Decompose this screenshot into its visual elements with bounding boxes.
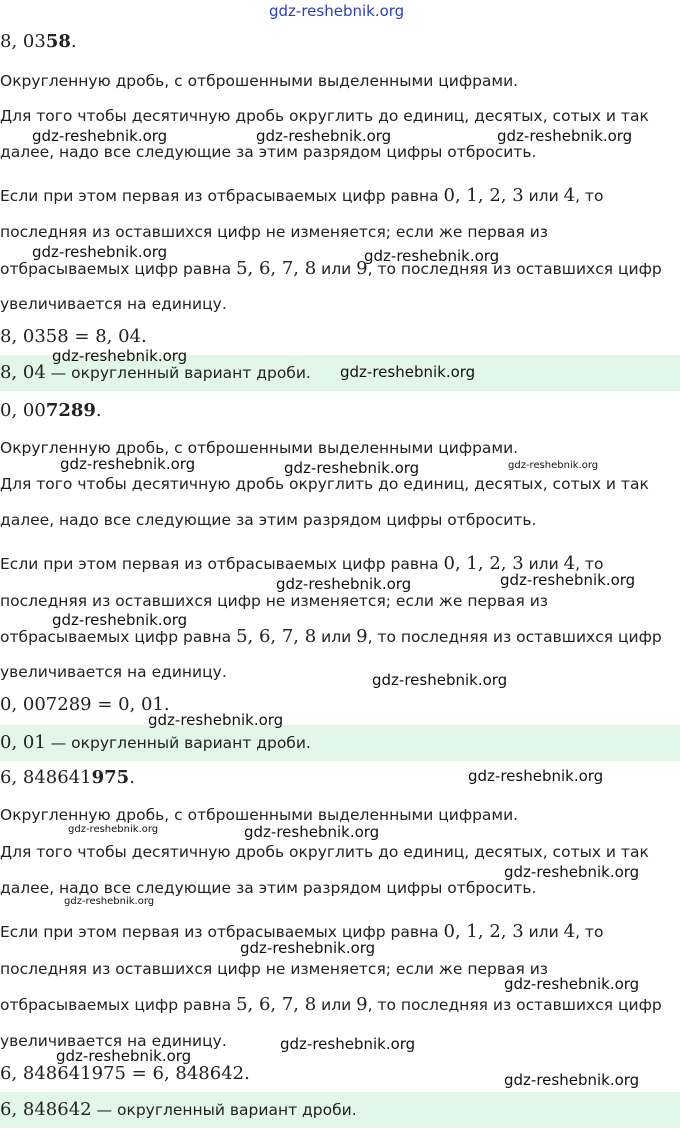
watermark: gdz-reshebnik.org: [504, 863, 640, 881]
number-plain: 0, 00: [0, 400, 46, 421]
number-bold: 58: [45, 31, 71, 52]
condition-line-4: увеличивается на единицу.: [0, 663, 227, 681]
watermark: gdz-reshebnik.org: [32, 243, 168, 261]
result-line: 6, 848642 — округленный вариант дроби.: [0, 1099, 357, 1120]
condition-line-3: отбрасываемых цифр равна 5, 6, 7, 8 или 9, то последняя из оставшихся цифр: [0, 626, 662, 647]
rounded-fraction-text: Округленную дробь, с отброшенными выделенными цифрами.: [0, 806, 519, 824]
watermark: gdz-reshebnik.org: [504, 1071, 640, 1089]
watermark: gdz-reshebnik.org: [340, 363, 476, 381]
watermark: gdz-reshebnik.org: [52, 347, 188, 365]
watermark: gdz-reshebnik.org: [276, 575, 412, 593]
watermark: gdz-reshebnik.org: [280, 1035, 416, 1053]
watermark: gdz-reshebnik.org: [244, 823, 380, 841]
result-line: 8, 04 — округленный вариант дроби.: [0, 362, 311, 383]
condition-line-4: увеличивается на единицу.: [0, 1032, 227, 1050]
rounded-fraction-text: Округленную дробь, с отброшенными выделенными цифрами.: [0, 72, 519, 90]
watermark: gdz-reshebnik.org: [284, 459, 420, 477]
condition-line-2: последняя из оставшихся цифр не изменяется; если же первая из: [0, 223, 549, 241]
watermark: gdz-reshebnik.org: [497, 127, 633, 145]
rounded-fraction-text: Округленную дробь, с отброшенными выделенными цифрами.: [0, 439, 519, 457]
condition-line-3: отбрасываемых цифр равна 5, 6, 7, 8 или 9, то последняя из оставшихся цифр: [0, 258, 662, 279]
watermark: gdz-reshebnik.org: [508, 460, 599, 471]
watermark: gdz-reshebnik.org: [32, 127, 168, 145]
problem-number: 8, 0358.: [0, 31, 77, 52]
watermark: gdz-reshebnik.org: [372, 671, 508, 689]
watermark: gdz-reshebnik.org: [500, 571, 636, 589]
watermark: gdz-reshebnik.org: [256, 127, 392, 145]
watermark: gdz-reshebnik.org: [64, 896, 155, 907]
problem-number: 0, 007289.: [0, 400, 102, 421]
watermark: gdz-reshebnik.org: [56, 1047, 192, 1065]
watermark: gdz-reshebnik.org: [468, 767, 604, 785]
rule-line-1: Для того чтобы десятичную дробь округлить до единиц, десятых, сотых и так: [0, 475, 649, 493]
equation: 8, 0358 = 8, 04.: [0, 326, 147, 347]
rule-line-2: далее, надо все следующие за этим разрядом цифры отбросить.: [0, 511, 537, 529]
watermark: gdz-reshebnik.org: [148, 711, 284, 729]
rule-line-2: далее, надо все следующие за этим разрядом цифры отбросить.: [0, 879, 537, 897]
condition-line-1: Если при этом первая из отбрасываемых цифр равна 0, 1, 2, 3 или 4, то: [0, 921, 604, 942]
watermark: gdz-reshebnik.org: [269, 2, 405, 20]
condition-line-2: последняя из оставшихся цифр не изменяется; если же первая из: [0, 960, 549, 978]
equation: 6, 848641975 = 6, 848642.: [0, 1063, 250, 1084]
condition-line-1: Если при этом первая из отбрасываемых цифр равна 0, 1, 2, 3 или 4, то: [0, 185, 604, 206]
watermark: gdz-reshebnik.org: [52, 611, 188, 629]
condition-line-2: последняя из оставшихся цифр не изменяется; если же первая из: [0, 592, 549, 610]
condition-line-1: Если при этом первая из отбрасываемых цифр равна 0, 1, 2, 3 или 4, то: [0, 553, 604, 574]
watermark: gdz-reshebnik.org: [504, 975, 640, 993]
watermark: gdz-reshebnik.org: [60, 455, 196, 473]
rule-line-2: далее, надо все следующие за этим разрядом цифры отбросить.: [0, 143, 537, 161]
watermark: gdz-reshebnik.org: [68, 824, 159, 835]
number-plain: 8, 03: [0, 31, 46, 52]
condition-line-3: отбрасываемых цифр равна 5, 6, 7, 8 или 9, то последняя из оставшихся цифр: [0, 994, 662, 1015]
result-highlight: [0, 725, 680, 761]
number-plain: 6, 848641: [0, 767, 92, 788]
rule-line-1: Для того чтобы десятичную дробь округлить до единиц, десятых, сотых и так: [0, 107, 649, 125]
watermark: gdz-reshebnik.org: [364, 247, 500, 265]
problem-number: 6, 848641975.: [0, 767, 135, 788]
result-line: 0, 01 — округленный вариант дроби.: [0, 732, 311, 753]
watermark: gdz-reshebnik.org: [240, 939, 376, 957]
number-bold: 7289: [45, 400, 96, 421]
result-highlight: [0, 1092, 680, 1128]
number-bold: 975: [91, 767, 130, 788]
rule-line-1: Для того чтобы десятичную дробь округлить до единиц, десятых, сотых и так: [0, 843, 649, 861]
condition-line-4: увеличивается на единицу.: [0, 295, 227, 313]
equation: 0, 007289 = 0, 01.: [0, 694, 170, 715]
